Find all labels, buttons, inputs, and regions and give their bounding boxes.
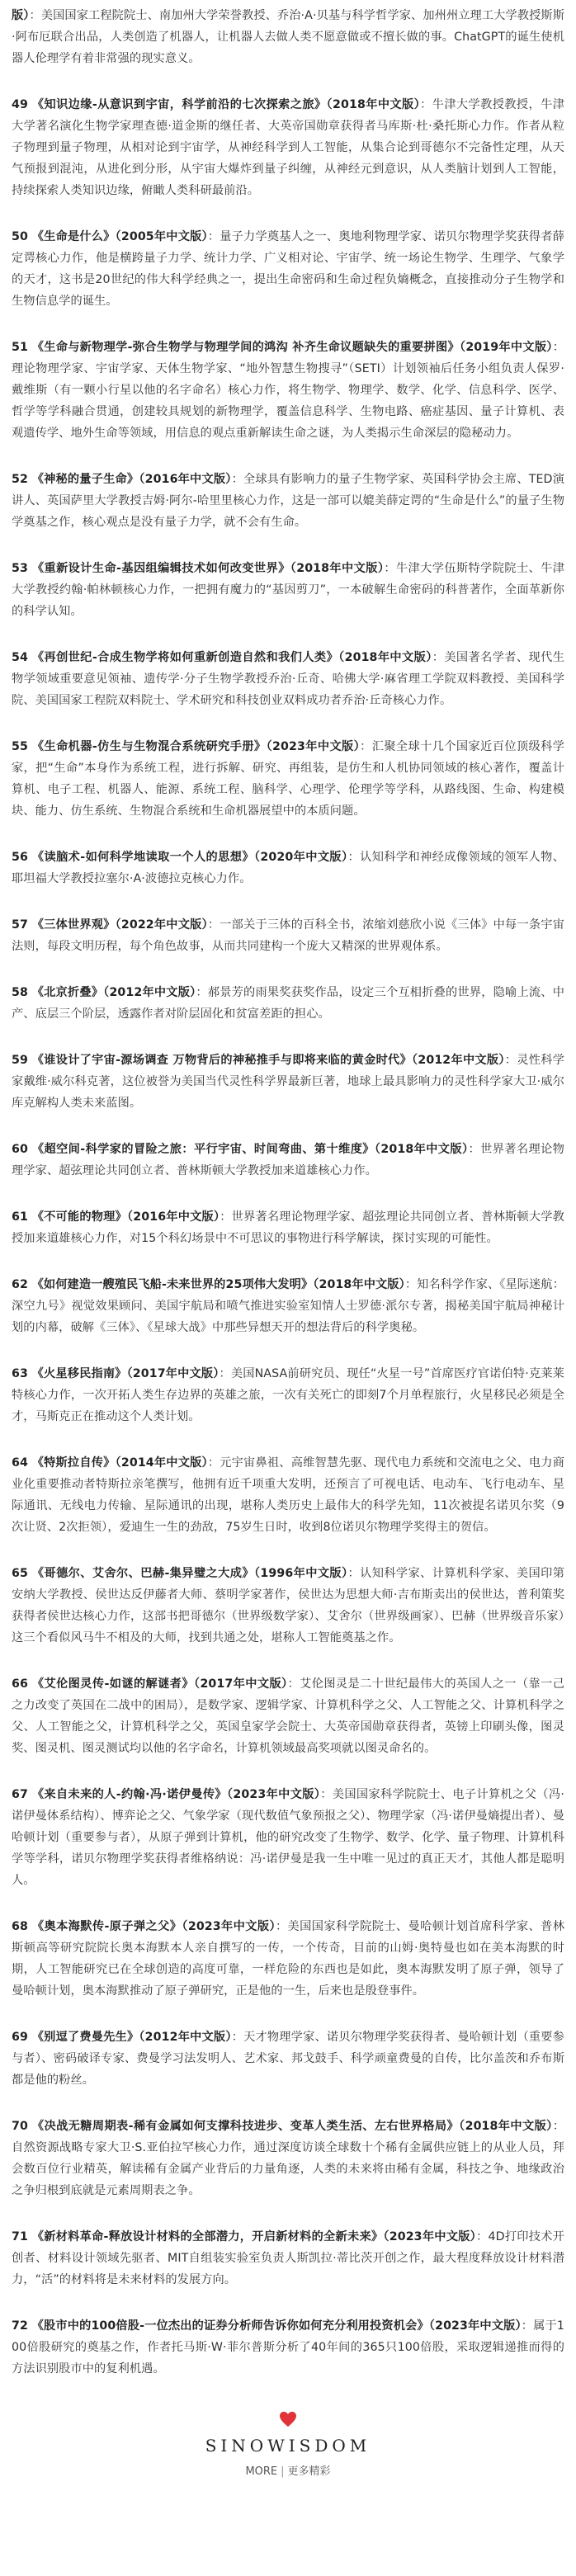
book-year: （2023年中文版）: [266, 740, 361, 753]
book-entry: [12, 1206, 564, 1249]
book-title: 《如何建造一艘殖民飞船-未来世界的25项伟大发明》: [31, 1278, 314, 1291]
book-number: 71: [12, 2230, 28, 2243]
book-entry-text: [12, 1363, 564, 1427]
book-title: 《决战无糖周期表-稀有金属如何支撑科技进步、变革人类生活、左右世界格局》: [31, 2120, 460, 2133]
book-entry: [12, 736, 564, 822]
book-number: 54: [12, 651, 28, 664]
book-year: （2023年中文版）: [182, 1920, 276, 1933]
book-entry: [12, 1916, 564, 2002]
book-description: ：美国著名学者、现代生物学领域重要意见领袖、遗传学·分子生物学教授乔治·丘奇、哈佛大学·麻省理工学院双料教授、美国科学院、美国国家工程院双料院士、学术研究和科技创业双料成功者乔治·丘奇核心力作。: [12, 651, 564, 707]
book-year: （2005年中文版）: [115, 230, 208, 243]
heart-icon: [279, 2411, 297, 2427]
book-description: ：牛津大学伍斯特学院院士、牛津大学教授约翰·帕林顿核心力作，一把拥有魔力的“基因剪刀”，一本破解生命密码的科普著作，全面革新你的科学认知。: [12, 562, 564, 618]
book-title: 《特斯拉自传》: [31, 1456, 116, 1470]
book-year: （2016年中文版）: [139, 473, 232, 486]
book-entry: [12, 2315, 564, 2380]
book-number: 58: [12, 986, 28, 999]
book-number: 64: [12, 1456, 28, 1470]
book-title: 《哥德尔、艾舍尔、巴赫-集异璧之大成》: [31, 1567, 254, 1580]
book-year: （2017年中文版）: [126, 1367, 220, 1380]
book-year: （2019年中文版）: [459, 341, 553, 354]
book-year: （2022年中文版）: [115, 918, 208, 932]
book-number: 60: [12, 1143, 28, 1156]
more-cn-label: 更多精彩: [287, 2465, 331, 2478]
book-title: 《奥本海默传-原子弹之父》: [31, 1920, 182, 1933]
book-entry: [12, 1274, 564, 1338]
book-number: 61: [12, 1210, 28, 1224]
book-entry-text: [12, 5, 564, 69]
book-entry-text: [12, 1916, 564, 2002]
book-label: 版）: [12, 9, 30, 22]
book-number: 56: [12, 851, 28, 864]
book-entry: [12, 914, 564, 957]
book-description: ：美国NASA前研究员、现任“火星一号”首席医疗官诺伯特·克莱莱特核心力作，一次开拓人类生存边界的英雄之旅，一次有关死亡的即刻7个月单程旅行，火星移民必须是全才，马斯克正在推动这个人类计划。: [12, 1367, 564, 1423]
book-year: （2016年中文版）: [126, 1210, 220, 1224]
book-title: 《艾伦图灵传-如谜的解谜者》: [31, 1677, 194, 1691]
more-label: MORE: [245, 2465, 278, 2478]
book-description: ：一部关于三体的百科全书，浓缩刘慈欣小说《三体》中每一条宇宙法则，每段文明历程，每个角色故事，从而共同建构一个庞大又精深的世界观体系。: [12, 918, 564, 953]
book-entry-text: [12, 982, 564, 1025]
book-description: ：认知科学和神经成像领域的领军人物、耶坦福大学教授拉塞尔·A·波德拉克核心力作。: [12, 851, 564, 885]
book-title: 《新材料革命-释放设计材料的全部潜力，开启新材料的全新未来》: [31, 2230, 384, 2243]
book-title: 《重新设计生命-基因组编辑技术如何改变世界》: [31, 562, 290, 575]
book-title: 《超空间-科学家的冒险之旅：平行宇宙、时间弯曲、第十维度》: [31, 1143, 375, 1156]
book-entry: [12, 1784, 564, 1891]
book-title: 《三体世界观》: [31, 918, 116, 932]
book-entry-text: [12, 847, 564, 889]
book-description: ：美国国家科学院院士、电子计算机之父（冯·诺伊曼体系结构）、博弈论之父、气象学家（现代数值气象预报之父）、物理学家（冯·诺伊曼熵提出者）、曼哈顿计划（重要参与者），从原子弹到计算机，他的研究改变了生物学、数学、化学、量子物理、计算机科学等学科，诺贝尔物理学奖获得者维格纳说：冯·诺伊曼是我一生中唯一见过的真正天才，其他人都是聪明人。: [12, 1788, 564, 1887]
book-title: 《谁设计了宇宙-源场调查 万物背后的神秘推手与即将来临的黄金时代》: [31, 1054, 413, 1067]
book-entry-text: [12, 2026, 564, 2091]
book-year: （2014年中文版）: [115, 1456, 208, 1470]
book-entry-text: [12, 914, 564, 957]
book-description: ：属于100倍股研究的奠基之作，作者托马斯·W·菲尔普斯分析了40年间的365只100倍股，采取逻辑递推而得的方法识别股市中的复利机遇。: [12, 2319, 564, 2375]
book-number: 50: [12, 230, 28, 243]
book-entry-text: [12, 558, 564, 622]
book-year: （2012年中文版）: [103, 986, 196, 999]
book-title: 《再创世纪-合成生物学将如何重新创造自然和我们人类》: [31, 651, 339, 664]
book-description: ：汇聚全球十几个国家近百位顶级科学家，把“生命”本身作为系统工程，进行拆解、研究、再组装，是仿生和人机协同领域的核心著作，覆盖计算机、电子工程、机器人、能源、系统工程、脑科学、心理学、伦理学等学科，从路线图、生命、构建模块、能力、仿生系统、生物混合系统和生命机器展望中的本质问题。: [12, 740, 564, 818]
book-entry-text: [12, 2116, 564, 2201]
book-entry-text: [12, 469, 564, 533]
book-number: 66: [12, 1677, 28, 1691]
book-year: （2018年中文版）: [459, 2120, 553, 2133]
book-year: （2018年中文版）: [326, 98, 421, 111]
book-entry-text: [12, 1452, 564, 1538]
book-description: ：认知科学家、计算机科学家、美国印第安纳大学教授、侯世达反伊藤者大师、蔡明学家著作，侯世达为思想大师·吉布斯卖出的侯世达，普利策奖获得者侯世达核心力作，这部书把哥德尔（世界级数学家）、艾舍尔（世界级画家）、巴赫（世界级音乐家）这三个看似风马牛不相及的大师，找到共通之处，堪称人工智能奠基之作。: [12, 1567, 564, 1644]
book-year: （2018年中文版）: [290, 562, 385, 575]
book-description: ：理论物理学家、宇宙学家、天体生物学家、“地外智慧生物搜寻”（SETI）计划领袖后任务小组负责人保罗·戴维斯（有一颗小行星以他的名字命名）核心力作，将生物学、物理学、数学、化学、信息科学、医学、哲学等学科融合贯通，创建较具规划的新物理学，覆盖信息科学、生物电路、癌症基因、量子计算机、表观遗传学、地外生命等领域，用信息的观点重新解读生命之谜，为人类揭示生命深层的隐秘动力。: [12, 341, 564, 440]
book-title: 《别逗了费曼先生》: [31, 2031, 139, 2044]
book-entry: [12, 337, 564, 444]
more-separator: |: [281, 2465, 285, 2478]
book-entry-text: [12, 226, 564, 312]
book-year: （2012年中文版）: [412, 1054, 505, 1067]
book-number: 52: [12, 473, 28, 486]
book-number: 65: [12, 1567, 28, 1580]
book-year: （2020年中文版）: [253, 851, 348, 864]
book-title: 《不可能的物理》: [31, 1210, 127, 1224]
book-description: ：知名科学作家、《星际迷航：深空九号》视觉效果顾问、美国宇航局和喷气推进实验室知情人士罗德·派尔专著，揭秘美国宇航局神秘计划的内幕，破解《三体》、《星球大战》中那些异想天开的想法背后的科学奥秘。: [12, 1278, 564, 1334]
book-entry-text: [12, 1139, 564, 1182]
book-description: ：世界著名理论物理学家、超弦理论共同创立者、普林斯顿大学教授加来道雄核心力作，对15个科幻场景中不可思议的事物进行科学解读，探讨实现的可能性。: [12, 1210, 564, 1245]
book-title: 《知识边缘-从意识到宇宙，科学前沿的七次探索之旅》: [31, 98, 327, 111]
book-entry-text: [12, 1274, 564, 1338]
book-title: 《火星移民指南》: [31, 1367, 127, 1380]
book-entry-text: [12, 1673, 564, 1759]
book-year: （2018年中文版）: [313, 1278, 405, 1291]
book-description: ：郝景芳的雨果奖获奖作品，设定三个互相折叠的世界，隐喻上流、中产、底层三个阶层，透露作者对阶层固化和贫富差距的担心。: [12, 986, 564, 1021]
book-entry-text: [12, 647, 564, 711]
book-entry: [12, 5, 564, 69]
book-description: ：全球具有影响力的量子生物学家、英国科学协会主席、TED演讲人、英国萨里大学教授吉姆·阿尔-哈里里核心力作，这是一部可以媲美薛定谔的“生命是什么”的量子生物学奠基之作，核心观点是没有量子力学，就不会有生命。: [12, 473, 564, 529]
book-year: （1996年中文版）: [253, 1567, 348, 1580]
more-link[interactable]: [12, 2462, 564, 2478]
brand-logo-text: SINOWISDOM: [205, 2436, 371, 2456]
book-entry: [12, 1050, 564, 1114]
book-entry: [12, 1563, 564, 1649]
book-number: 69: [12, 2031, 28, 2044]
book-entry: [12, 558, 564, 622]
book-description: ：自然资源战略专家大卫·S.亚伯拉罕核心力作，通过深度访谈全球数十个稀有金属供应链上的从业人员，拜会数百位行业精英，解读稀有金属产业背后的力量角逐，人类的未来将由稀有金属，科技之争、地缘政治之争归根到底就是元素周期表之争。: [12, 2120, 564, 2197]
book-title: 《神秘的量子生命》: [31, 473, 139, 486]
book-description: ：美国国家工程院院士、南加州大学荣誉教授、乔治·A·贝基与科学哲学家、加州州立理工大学教授斯斯·阿布厄联合出品，人类创造了机器人，让机器人去做人类不愿意做或不擅长做的事。ChatGPT的诞生使机器人伦理学有着非常强的现实意义。: [12, 9, 564, 65]
book-title: 《读脑术-如何科学地读取一个人的思想》: [31, 851, 254, 864]
book-number: 62: [12, 1278, 28, 1291]
book-entry-text: [12, 94, 564, 201]
book-description: ：艾伦图灵是二十世纪最伟大的英国人之一（靠一己之力改变了英国在二战中的困局），是数学家、逻辑学家、计算机科学之父、人工智能之父、计算机科学之父、人工智能之父，计算机科学之父，英国皇家学会院士、大英帝国勋章获得者，英镑上印刷头像，图灵奖、图灵机、图灵测试均以他的名字命名，计算机领域最高奖项就以图灵命名的。: [12, 1677, 564, 1755]
book-year: （2018年中文版）: [374, 1143, 469, 1156]
book-entry-text: [12, 1050, 564, 1114]
book-entry-text: [12, 736, 564, 822]
book-entry: [12, 982, 564, 1025]
book-entry: [12, 2226, 564, 2291]
book-entry-text: [12, 337, 564, 444]
footer: [12, 2404, 564, 2489]
book-number: 57: [12, 918, 28, 932]
book-description: ：世界著名理论物理学家、超弦理论共同创立者、普林斯顿大学教授加来道雄核心力作。: [12, 1143, 564, 1177]
book-title: 《生命是什么》: [31, 230, 116, 243]
book-year: （2018年中文版）: [338, 651, 432, 664]
book-year: （2023年中文版）: [383, 2230, 477, 2243]
book-number: 59: [12, 1054, 28, 1067]
book-entry-text: [12, 1784, 564, 1891]
book-entry: [12, 1139, 564, 1182]
book-number: 63: [12, 1367, 28, 1380]
book-entry: [12, 94, 564, 201]
book-number: 67: [12, 1788, 28, 1801]
book-number: 55: [12, 740, 28, 753]
book-entry: [12, 226, 564, 312]
book-entry-text: [12, 1206, 564, 1249]
book-entry: [12, 2026, 564, 2091]
book-number: 72: [12, 2319, 28, 2333]
book-number: 53: [12, 562, 28, 575]
book-title: 《来自未来的人-约翰·冯·诺伊曼传》: [31, 1788, 227, 1801]
book-description: ：天才物理学家、诺贝尔物理学奖获得者、曼哈顿计划（重要参与者）、密码破译专家、费曼学习法发明人、艺术家、邦戈鼓手、科学顽童费曼的自传，比尔盖茨和乔布斯都是他的粉丝。: [12, 2031, 564, 2087]
book-year: （2023年中文版）: [226, 1788, 321, 1801]
book-entry: [12, 847, 564, 889]
book-year: （2017年中文版）: [193, 1677, 288, 1691]
book-description: ：牛津大学教授教授，牛津大学著名演化生物学家理查德·道金斯的继任者、大英帝国勋章获得者马库斯·杜·桑托斯心力作。作者从粒子物理到量子物理，从相对论到宇宙学，从神经科学到人工智能，从集合论到哥德尔不完备性定理，从天气预报到混沌，从进化到分形，从宇宙大爆炸到量子纠缠，从神经元到意识，从人类脑计划到人工智能，持续探索人类知识边缘，俯瞰人类科研最前沿。: [12, 98, 564, 197]
book-entry: [12, 1452, 564, 1538]
book-entry: [12, 469, 564, 533]
book-title: 《生命机器-仿生与生物混合系统研究手册》: [31, 740, 267, 753]
book-entry: [12, 1363, 564, 1427]
book-number: 70: [12, 2120, 28, 2133]
book-year: （2012年中文版）: [139, 2031, 232, 2044]
book-description: ：灵性科学家戴维·威尔科克著，这位被誉为美国当代灵性科学界最新巨著，地球上最具影响力的灵性科学家大卫·威尔库克解构人类未来蓝图。: [12, 1054, 564, 1110]
book-year: （2023年中文版）: [428, 2319, 522, 2333]
book-description: ：4D打印技术开创者、材料设计领域先驱者、MIT自组装实验室负责人斯凯拉·蒂比茨开创之作，最大程度释放设计材料潜力，“活”的材料将是未来材料的发展方向。: [12, 2230, 564, 2286]
book-title: 《生命与新物理学-弥合生物学与物理学间的鸿沟 补齐生命议题缺失的重要拼图》: [31, 341, 460, 354]
book-description: ：元宇宙鼻祖、高维智慧先驱、现代电力系统和交流电之父、电力商业化重要推动者特斯拉亲笔撰写，他拥有近千项重大发明，还预言了可视电话、电动车、飞行电动车、星际通讯、无线电力传输、星际通讯的出现，堪称人类历史上最伟大的科学先知，11次被提名诺贝尔奖（9次让贤、2次拒领），爱迪生一生的劲敌，75岁生日时，收到8位诺贝尔物理学奖得主的贺信。: [12, 1456, 564, 1534]
book-description: ：量子力学奠基人之一、奥地利物理学家、诺贝尔物理学奖获得者薛定谔核心力作，他是横跨量子力学、统计力学、广义相对论、宇宙学、统一场论生物学、生理学、气象学的天才，这书是20世纪的伟大科学经典之一，提出生命密码和生命过程负熵概念，直接推动分子生物学和生物信息学的诞生。: [12, 230, 564, 308]
book-entry: [12, 1673, 564, 1759]
book-list: [12, 5, 564, 2380]
book-title: 《北京折叠》: [31, 986, 104, 999]
book-number: 51: [12, 341, 28, 354]
book-entry: [12, 2116, 564, 2201]
book-entry-text: [12, 1563, 564, 1649]
book-number: 68: [12, 1920, 28, 1933]
book-title: 《股市中的100倍股-一位杰出的证券分析师告诉你如何充分利用投资机会》: [31, 2319, 429, 2333]
book-entry: [12, 647, 564, 711]
book-number: 49: [12, 98, 28, 111]
book-description: ：美国国家科学院院士、曼哈顿计划首席科学家、普林斯顿高等研究院院长奥本海默本人亲自撰写的一传，一个传奇，目前的山姆·奥特曼也如在美本海默的时期，人工智能研究已在全球创造的高度可靠，一样危险的东西也是如此，奥本海默发明了原子弹，领导了曼哈顿计划，奥本海默推动了原子弹研究，正是他的一生，后来也是殷登事件。: [12, 1920, 564, 1998]
book-entry-text: [12, 2226, 564, 2291]
book-entry-text: [12, 2315, 564, 2380]
